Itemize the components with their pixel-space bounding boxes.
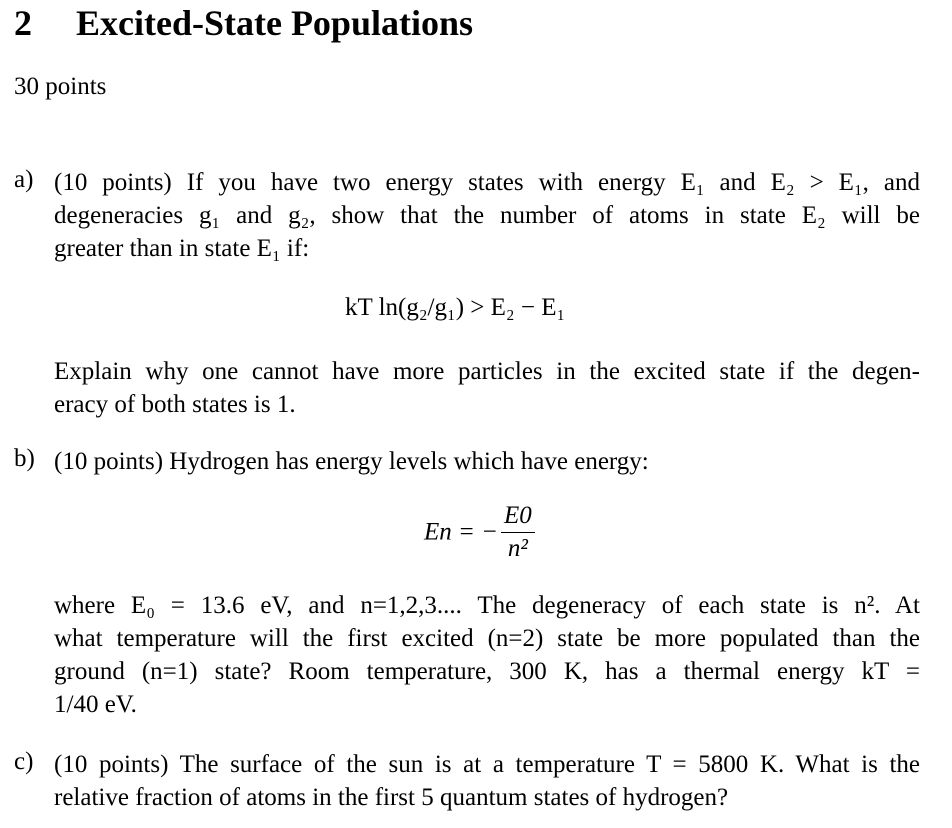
section-title: Excited-State Populations	[76, 3, 474, 43]
part-a-explain	[54, 355, 920, 421]
part-b-intro-line: (10 points) Hydrogen has energy levels which have energy:	[54, 448, 649, 475]
part-b-line: where E₀ = 13.6 eV, and n=1,2,3.... The degeneracy of each state is n². At	[54, 592, 920, 619]
equation-denominator: n²	[507, 535, 528, 562]
part-a-line: degeneracies g₁ and g₂, show that the number of atoms in state E₂ will be	[54, 202, 920, 229]
part-b-text	[54, 589, 920, 721]
part-b-intro	[54, 445, 920, 478]
part-a-text	[54, 166, 920, 265]
part-a-equation: kT ln(g₂/g₁) > E₂ − E₁	[345, 294, 566, 321]
part-b-line: what temperature will the first excited (n=2) state be more populated than the	[54, 625, 920, 652]
section-heading	[14, 2, 473, 44]
part-a-explain-line: eracy of both states is 1.	[54, 391, 296, 418]
part-b-label: b)	[14, 445, 35, 472]
equation-fraction	[501, 500, 535, 565]
equation-lhs: En = −	[424, 518, 499, 546]
section-number: 2	[14, 3, 32, 43]
part-a-label: a)	[14, 166, 34, 193]
part-a-explain-line: Explain why one cannot have more particles in the excited state if the degen-	[54, 358, 920, 385]
part-a-line: greater than in state E₁ if:	[54, 235, 310, 262]
part-c-line: relative fraction of atoms in the first 5 quantum states of hydrogen?	[54, 784, 729, 811]
part-c-label: c)	[14, 748, 34, 775]
equation-numerator: E0	[501, 500, 535, 533]
total-points: 30 points	[14, 73, 107, 100]
part-b-line: ground (n=1) state? Room temperature, 300 K, has a thermal energy kT =	[54, 658, 920, 685]
part-a-line: (10 points) If you have two energy states with energy E₁ and E₂ > E₁, and	[54, 169, 920, 196]
part-c-line: (10 points) The surface of the sun is at a temperature T = 5800 K. What is the	[54, 751, 920, 778]
part-b-equation	[424, 500, 535, 565]
part-c-text	[54, 748, 920, 814]
part-b-line: 1/40 eV.	[54, 691, 137, 718]
